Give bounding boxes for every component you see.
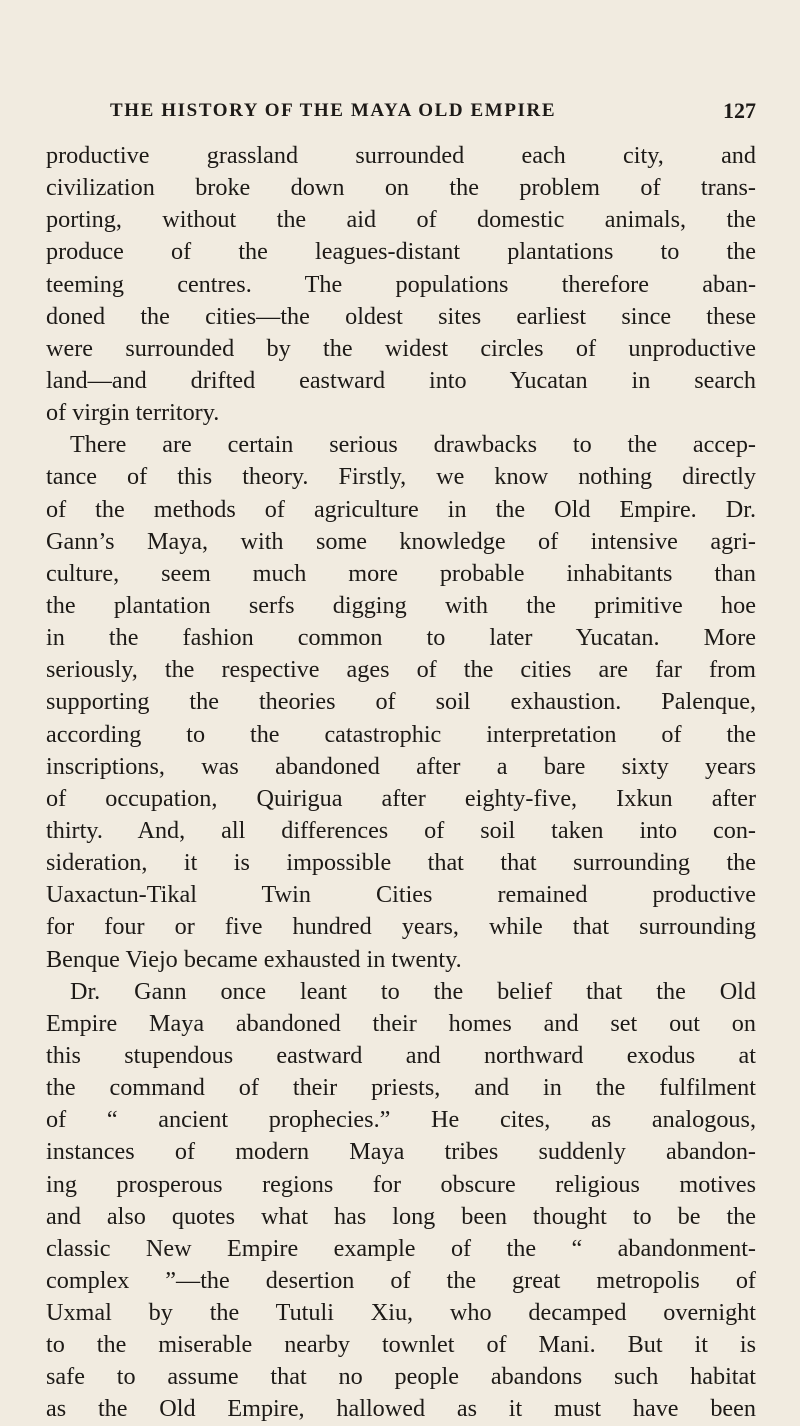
body-text bbox=[46, 140, 756, 1426]
text-line: thirty. And, all differences of soil taken into con- bbox=[46, 816, 756, 844]
running-head bbox=[46, 100, 756, 136]
text-line: of the methods of agriculture in the Old Empire. Dr. bbox=[46, 495, 756, 523]
text-line: land—and drifted eastward into Yucatan in search bbox=[46, 366, 756, 394]
text-line: ing prosperous regions for obscure religious motives bbox=[46, 1170, 756, 1198]
text-line: to the miserable nearby townlet of Mani. But it is bbox=[46, 1331, 756, 1359]
text-line: of “ ancient prophecies.” He cites, as analogous, bbox=[46, 1106, 756, 1134]
text-line: productive grassland surrounded each city, and bbox=[46, 142, 756, 169]
text-line: inscriptions, was abandoned after a bare sixty years bbox=[46, 752, 756, 780]
text-line: the plantation serfs digging with the primitive hoe bbox=[46, 591, 756, 619]
text-line: this stupendous eastward and northward exodus at bbox=[46, 1041, 756, 1069]
text-line: tance of this theory. Firstly, we know nothing directly bbox=[46, 463, 756, 491]
text-line: porting, without the aid of domestic animals, the bbox=[46, 206, 756, 234]
text-line: safe to assume that no people abandons such habitat bbox=[46, 1363, 756, 1391]
page-number: 127 bbox=[723, 98, 756, 123]
text-line: civilization broke down on the problem of trans- bbox=[46, 174, 756, 202]
text-line: the command of their priests, and in the fulfilment bbox=[46, 1074, 756, 1102]
text-line: Uaxactun-Tikal Twin Cities remained productive bbox=[46, 881, 756, 909]
text-line: complex ”—the desertion of the great metropolis of bbox=[46, 1266, 756, 1294]
text-line: as the Old Empire, hallowed as it must have been bbox=[46, 1395, 756, 1423]
text-line: and also quotes what has long been thought to be the bbox=[46, 1202, 756, 1230]
text-line: classic New Empire example of the “ abandonment- bbox=[46, 1234, 756, 1262]
text-line: of occupation, Quirigua after eighty-five, Ixkun after bbox=[46, 784, 756, 812]
text-line: supporting the theories of soil exhaustion. Palenque, bbox=[46, 688, 756, 716]
text-line: Empire Maya abandoned their homes and set out on bbox=[46, 1009, 756, 1037]
text-line: of virgin territory. bbox=[46, 399, 220, 427]
text-line: doned the cities—the oldest sites earliest since these bbox=[46, 302, 756, 330]
text-line: were surrounded by the widest circles of unproductive bbox=[46, 334, 756, 362]
text-line: teeming centres. The populations therefore aban- bbox=[46, 270, 756, 298]
text-line: according to the catastrophic interpretation of the bbox=[46, 720, 756, 748]
text-line: Dr. Gann once leant to the belief that the Old bbox=[70, 977, 756, 1005]
book-page bbox=[46, 100, 756, 1426]
text-line: culture, seem much more probable inhabitants than bbox=[46, 559, 756, 587]
text-line: for four or five hundred years, while that surrounding bbox=[46, 913, 756, 941]
text-line: seriously, the respective ages of the cities are far from bbox=[46, 656, 756, 684]
text-line: produce of the leagues-distant plantations to the bbox=[46, 238, 756, 266]
text-line: Uxmal by the Tutuli Xiu, who decamped overnight bbox=[46, 1299, 756, 1327]
running-title: THE HISTORY OF THE MAYA OLD EMPIRE bbox=[110, 100, 557, 121]
text-line: instances of modern Maya tribes suddenly abandon- bbox=[46, 1138, 756, 1166]
text-line: Benque Viejo became exhausted in twenty. bbox=[46, 945, 462, 973]
text-line: There are certain serious drawbacks to the accep- bbox=[70, 431, 756, 459]
text-line: sideration, it is impossible that that surrounding the bbox=[46, 849, 756, 877]
text-line: Gann’s Maya, with some knowledge of intensive agri- bbox=[46, 527, 756, 555]
text-line: in the fashion common to later Yucatan. More bbox=[46, 624, 756, 652]
